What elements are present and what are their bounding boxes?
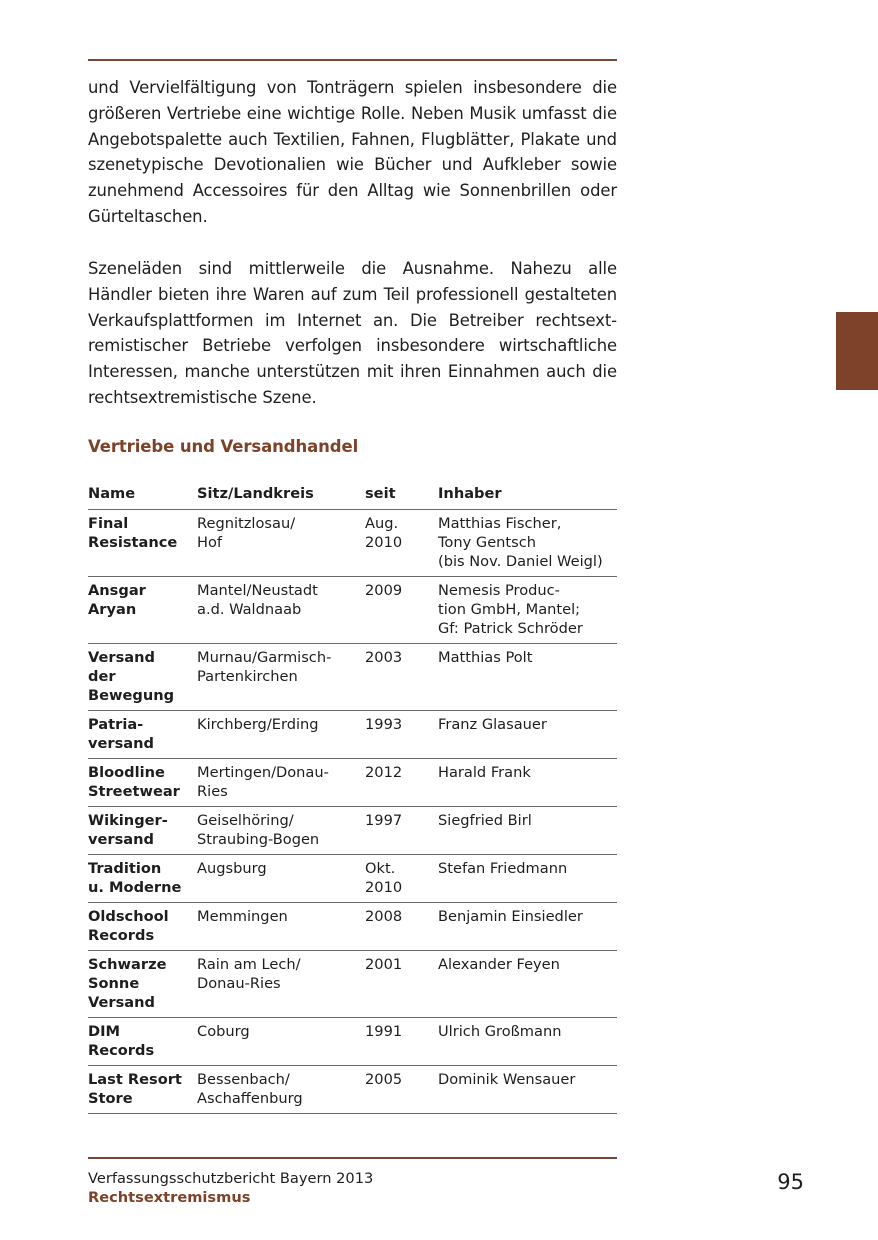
cell-since: Aug. 2010 (365, 510, 438, 577)
cell-since: 2003 (365, 644, 438, 711)
cell-since: 2005 (365, 1066, 438, 1114)
cell-since: 2012 (365, 759, 438, 807)
cell-name: Patria- versand (88, 711, 197, 759)
cell-name: Versand der Bewegung (88, 644, 197, 711)
table-body (88, 510, 617, 1114)
cell-owner: Matthias Polt (438, 644, 617, 711)
cell-owner: Franz Glasauer (438, 711, 617, 759)
cell-owner: Alexander Feyen (438, 951, 617, 1018)
table-row (88, 1066, 617, 1114)
cell-owner: Dominik Wensauer (438, 1066, 617, 1114)
table-row (88, 510, 617, 577)
cell-name: Last Resort Store (88, 1066, 197, 1114)
cell-owner: Siegfried Birl (438, 807, 617, 855)
table-row (88, 903, 617, 951)
cell-seat: Kirchberg/Erding (197, 711, 365, 759)
cell-name: Final Resistance (88, 510, 197, 577)
body-paragraph: und Vervielfältigung von Tonträgern spielen insbesondere die größeren Vertriebe eine wichtige Rolle. Neben Musik umfasst die Angebotspalette auch Textilien, Fahnen, Flugblätter, Plakate und szenetypische Devotionalien wie Bücher und Aufkleber sowie zunehmend Accessoires für den Alltag wie Sonnenbrillen oder Gürteltaschen. (88, 78, 617, 226)
distributors-table (88, 482, 617, 1114)
footer-publication-title: Verfassungsschutzbericht Bayern 2013 (88, 1170, 374, 1187)
page-number: 95 (777, 1170, 804, 1194)
cell-owner: Matthias Fischer, Tony Gentsch (bis Nov. Daniel Weigl) (438, 510, 617, 577)
cell-seat: Mertingen/Donau- Ries (197, 759, 365, 807)
chapter-tab-marker (836, 312, 878, 390)
cell-since: 1993 (365, 711, 438, 759)
column-header-owner: Inhaber (438, 482, 617, 510)
table-header-row (88, 482, 617, 510)
footer-divider (88, 1157, 617, 1159)
table-row (88, 759, 617, 807)
cell-owner: Benjamin Einsiedler (438, 903, 617, 951)
cell-seat: Murnau/Garmisch- Partenkirchen (197, 644, 365, 711)
cell-owner: Ulrich Großmann (438, 1018, 617, 1066)
body-paragraph: Szeneläden sind mittlerweile die Ausnahme. Nahezu alle Händler bieten ihre Waren auf zum Teil professionell gestalteten Verkaufsplattformen im Internet an. Die Betreiber rechtsext-remistischer Betriebe verfolgen insbesondere wirtschaftliche Interessen, manche unterstützen mit ihren Einnahmen auch die rechtsextremistische Szene. (88, 259, 617, 407)
cell-since: Okt. 2010 (365, 855, 438, 903)
cell-seat: Mantel/Neustadt a.d. Waldnaab (197, 577, 365, 644)
cell-since: 1997 (365, 807, 438, 855)
column-header-since: seit (365, 482, 438, 510)
cell-owner: Stefan Friedmann (438, 855, 617, 903)
cell-seat: Augsburg (197, 855, 365, 903)
column-header-seat: Sitz/Landkreis (197, 482, 365, 510)
cell-owner: Harald Frank (438, 759, 617, 807)
cell-name: Tradition u. Moderne (88, 855, 197, 903)
table-row (88, 711, 617, 759)
section-heading: Vertriebe und Versandhandel (88, 437, 359, 456)
cell-seat: Coburg (197, 1018, 365, 1066)
cell-seat: Bessenbach/ Aschaffenburg (197, 1066, 365, 1114)
cell-name: DIM Records (88, 1018, 197, 1066)
table-row (88, 951, 617, 1018)
table-row (88, 577, 617, 644)
cell-seat: Regnitzlosau/ Hof (197, 510, 365, 577)
footer-chapter-title: Rechtsextremismus (88, 1189, 251, 1206)
cell-seat: Rain am Lech/ Donau-Ries (197, 951, 365, 1018)
cell-seat: Geiselhöring/ Straubing-Bogen (197, 807, 365, 855)
cell-owner: Nemesis Produc- tion GmbH, Mantel; Gf: Patrick Schröder (438, 577, 617, 644)
top-divider (88, 59, 617, 61)
column-header-name: Name (88, 482, 197, 510)
cell-seat: Memmingen (197, 903, 365, 951)
cell-name: Schwarze Sonne Versand (88, 951, 197, 1018)
table-row (88, 1018, 617, 1066)
cell-since: 2009 (365, 577, 438, 644)
cell-since: 2001 (365, 951, 438, 1018)
cell-name: Bloodline Streetwear (88, 759, 197, 807)
table-row (88, 807, 617, 855)
table-row (88, 855, 617, 903)
table-row (88, 644, 617, 711)
cell-name: Ansgar Aryan (88, 577, 197, 644)
cell-since: 2008 (365, 903, 438, 951)
cell-name: Wikinger- versand (88, 807, 197, 855)
cell-name: Oldschool Records (88, 903, 197, 951)
cell-since: 1991 (365, 1018, 438, 1066)
